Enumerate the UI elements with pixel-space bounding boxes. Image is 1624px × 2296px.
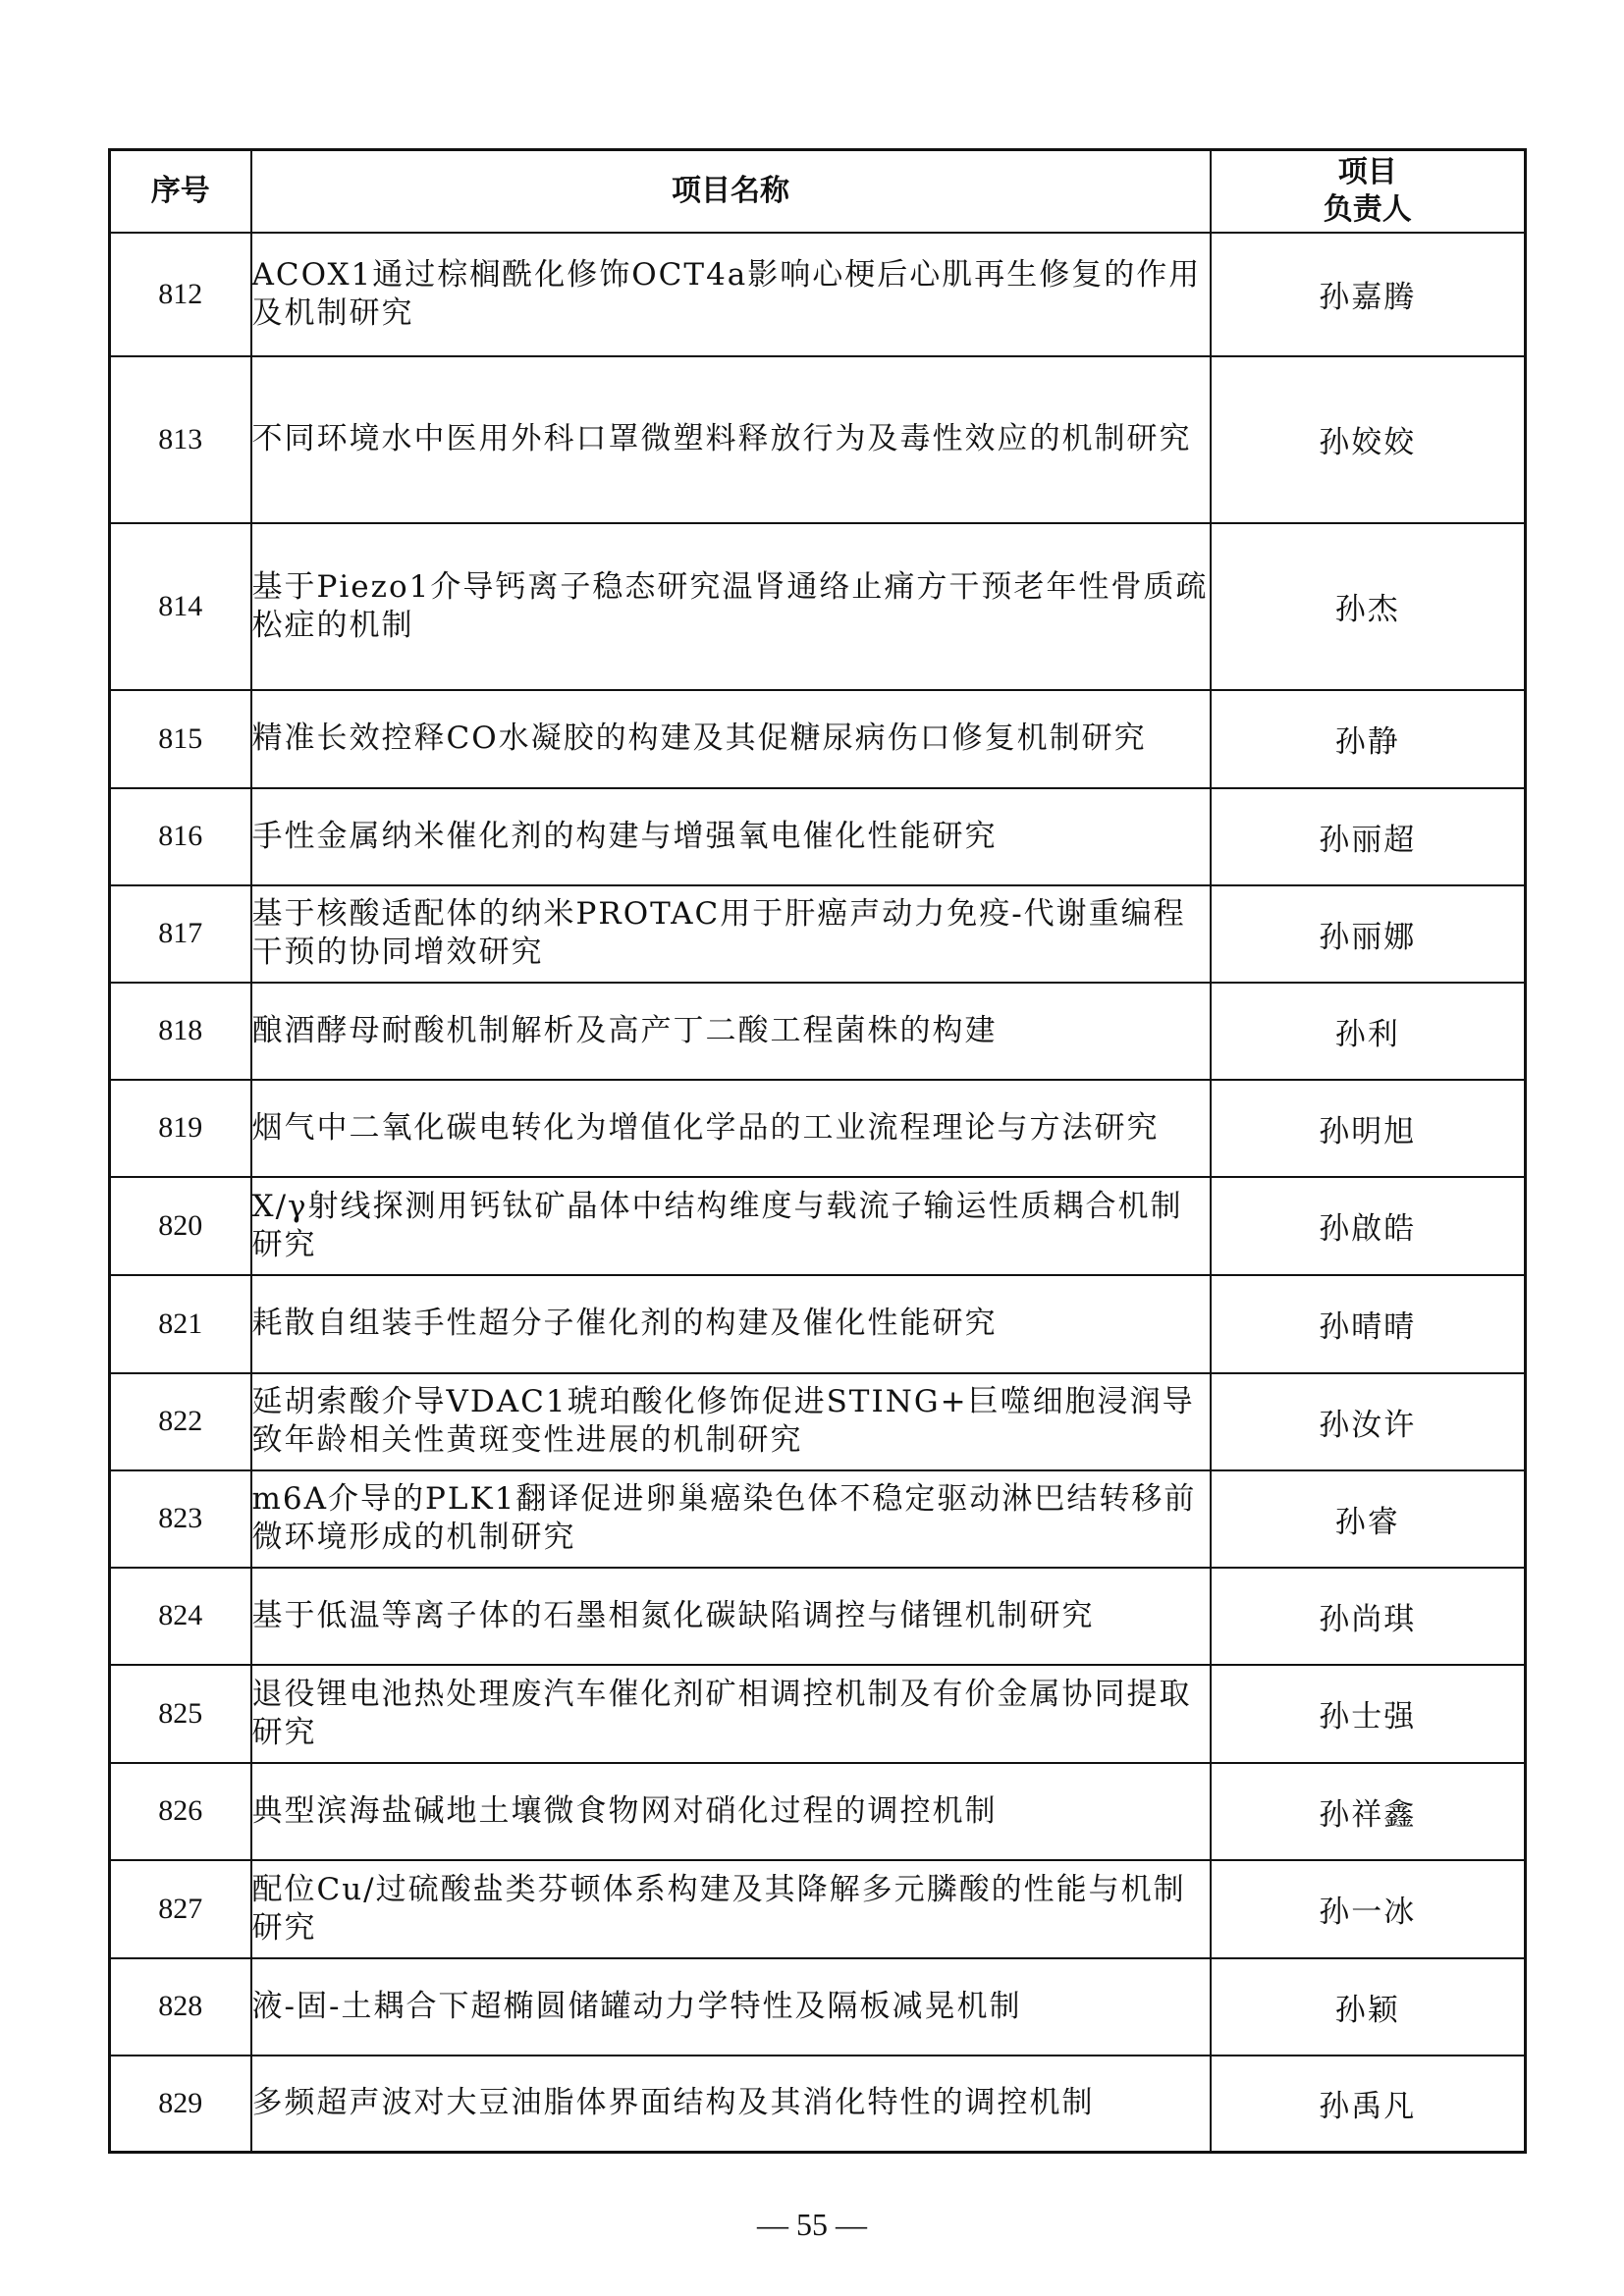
row-project-name: 烟气中二氧化碳电转化为增值化学品的工业流程理论与方法研究 xyxy=(251,1080,1211,1177)
row-person: 孙明旭 xyxy=(1211,1080,1526,1177)
row-project-name: 手性金属纳米催化剂的构建与增强氧电催化性能研究 xyxy=(251,788,1211,885)
row-person: 孙晴晴 xyxy=(1211,1275,1526,1373)
row-no: 818 xyxy=(110,983,251,1080)
table-row xyxy=(110,885,1526,983)
table-row xyxy=(110,1177,1526,1275)
row-no: 812 xyxy=(110,233,251,356)
row-no: 816 xyxy=(110,788,251,885)
row-project-name: 基于低温等离子体的石墨相氮化碳缺陷调控与储锂机制研究 xyxy=(251,1568,1211,1665)
table-row xyxy=(110,1470,1526,1568)
table-row xyxy=(110,788,1526,885)
row-person: 孙尚琪 xyxy=(1211,1568,1526,1665)
table-header-row xyxy=(110,150,1526,233)
row-person: 孙祥鑫 xyxy=(1211,1763,1526,1860)
row-no: 815 xyxy=(110,690,251,788)
row-project-name: 不同环境水中医用外科口罩微塑料释放行为及毒性效应的机制研究 xyxy=(251,356,1211,523)
row-project-name: ACOX1通过棕榈酰化修饰OCT4a影响心梗后心肌再生修复的作用及机制研究 xyxy=(251,233,1211,356)
row-no: 826 xyxy=(110,1763,251,1860)
row-no: 823 xyxy=(110,1470,251,1568)
row-no: 822 xyxy=(110,1373,251,1470)
header-person-line2: 负责人 xyxy=(1323,191,1412,227)
row-person: 孙啟皓 xyxy=(1211,1177,1526,1275)
row-no: 829 xyxy=(110,2056,251,2153)
project-table xyxy=(108,148,1527,2154)
table-row xyxy=(110,1568,1526,1665)
table-row xyxy=(110,1763,1526,1860)
row-project-name: 基于Piezo1介导钙离子稳态研究温肾通络止痛方干预老年性骨质疏松症的机制 xyxy=(251,523,1211,690)
row-person: 孙禹凡 xyxy=(1211,2056,1526,2153)
row-no: 828 xyxy=(110,1958,251,2056)
row-person: 孙姣姣 xyxy=(1211,356,1526,523)
row-no: 827 xyxy=(110,1860,251,1958)
row-no: 814 xyxy=(110,523,251,690)
row-person: 孙汝许 xyxy=(1211,1373,1526,1470)
table-row xyxy=(110,1275,1526,1373)
table-row xyxy=(110,2056,1526,2153)
row-project-name: 退役锂电池热处理废汽车催化剂矿相调控机制及有价金属协同提取研究 xyxy=(251,1665,1211,1763)
row-project-name: 多频超声波对大豆油脂体界面结构及其消化特性的调控机制 xyxy=(251,2056,1211,2153)
row-no: 819 xyxy=(110,1080,251,1177)
row-project-name: 酿酒酵母耐酸机制解析及高产丁二酸工程菌株的构建 xyxy=(251,983,1211,1080)
row-no: 821 xyxy=(110,1275,251,1373)
row-person: 孙利 xyxy=(1211,983,1526,1080)
table-row xyxy=(110,983,1526,1080)
row-project-name: 液-固-土耦合下超椭圆储罐动力学特性及隔板减晃机制 xyxy=(251,1958,1211,2056)
row-project-name: 基于核酸适配体的纳米PROTAC用于肝癌声动力免疫-代谢重编程干预的协同增效研究 xyxy=(251,885,1211,983)
row-project-name: 典型滨海盐碱地土壤微食物网对硝化过程的调控机制 xyxy=(251,1763,1211,1860)
page-number: — 55 — xyxy=(757,2207,867,2242)
table-row xyxy=(110,1860,1526,1958)
table-row xyxy=(110,1665,1526,1763)
row-no: 817 xyxy=(110,885,251,983)
table-row xyxy=(110,523,1526,690)
row-person: 孙一冰 xyxy=(1211,1860,1526,1958)
row-person: 孙丽超 xyxy=(1211,788,1526,885)
row-person: 孙颖 xyxy=(1211,1958,1526,2056)
row-person: 孙丽娜 xyxy=(1211,885,1526,983)
row-project-name: 配位Cu/过硫酸盐类芬顿体系构建及其降解多元膦酸的性能与机制研究 xyxy=(251,1860,1211,1958)
row-no: 824 xyxy=(110,1568,251,1665)
header-no: 序号 xyxy=(110,150,251,233)
row-person: 孙睿 xyxy=(1211,1470,1526,1568)
row-no: 825 xyxy=(110,1665,251,1763)
row-project-name: 延胡索酸介导VDAC1琥珀酸化修饰促进STING+巨噬细胞浸润导致年龄相关性黄斑变性进展的机制研究 xyxy=(251,1373,1211,1470)
row-no: 820 xyxy=(110,1177,251,1275)
row-project-name: m6A介导的PLK1翻译促进卵巢癌染色体不稳定驱动淋巴结转移前微环境形成的机制研究 xyxy=(251,1470,1211,1568)
header-person-line1: 项目 xyxy=(1337,154,1397,189)
row-person: 孙士强 xyxy=(1211,1665,1526,1763)
row-no: 813 xyxy=(110,356,251,523)
table-row xyxy=(110,1080,1526,1177)
row-project-name: 耗散自组装手性超分子催化剂的构建及催化性能研究 xyxy=(251,1275,1211,1373)
table-row xyxy=(110,233,1526,356)
row-person: 孙杰 xyxy=(1211,523,1526,690)
row-person: 孙静 xyxy=(1211,690,1526,788)
table-row xyxy=(110,690,1526,788)
table-row xyxy=(110,356,1526,523)
row-project-name: 精准长效控释CO水凝胶的构建及其促糖尿病伤口修复机制研究 xyxy=(251,690,1211,788)
table-row xyxy=(110,1373,1526,1470)
header-project-name: 项目名称 xyxy=(251,150,1211,233)
table-row xyxy=(110,1958,1526,2056)
row-project-name: X/γ射线探测用钙钛矿晶体中结构维度与载流子输运性质耦合机制研究 xyxy=(251,1177,1211,1275)
row-person: 孙嘉腾 xyxy=(1211,233,1526,356)
header-person xyxy=(1211,150,1526,233)
